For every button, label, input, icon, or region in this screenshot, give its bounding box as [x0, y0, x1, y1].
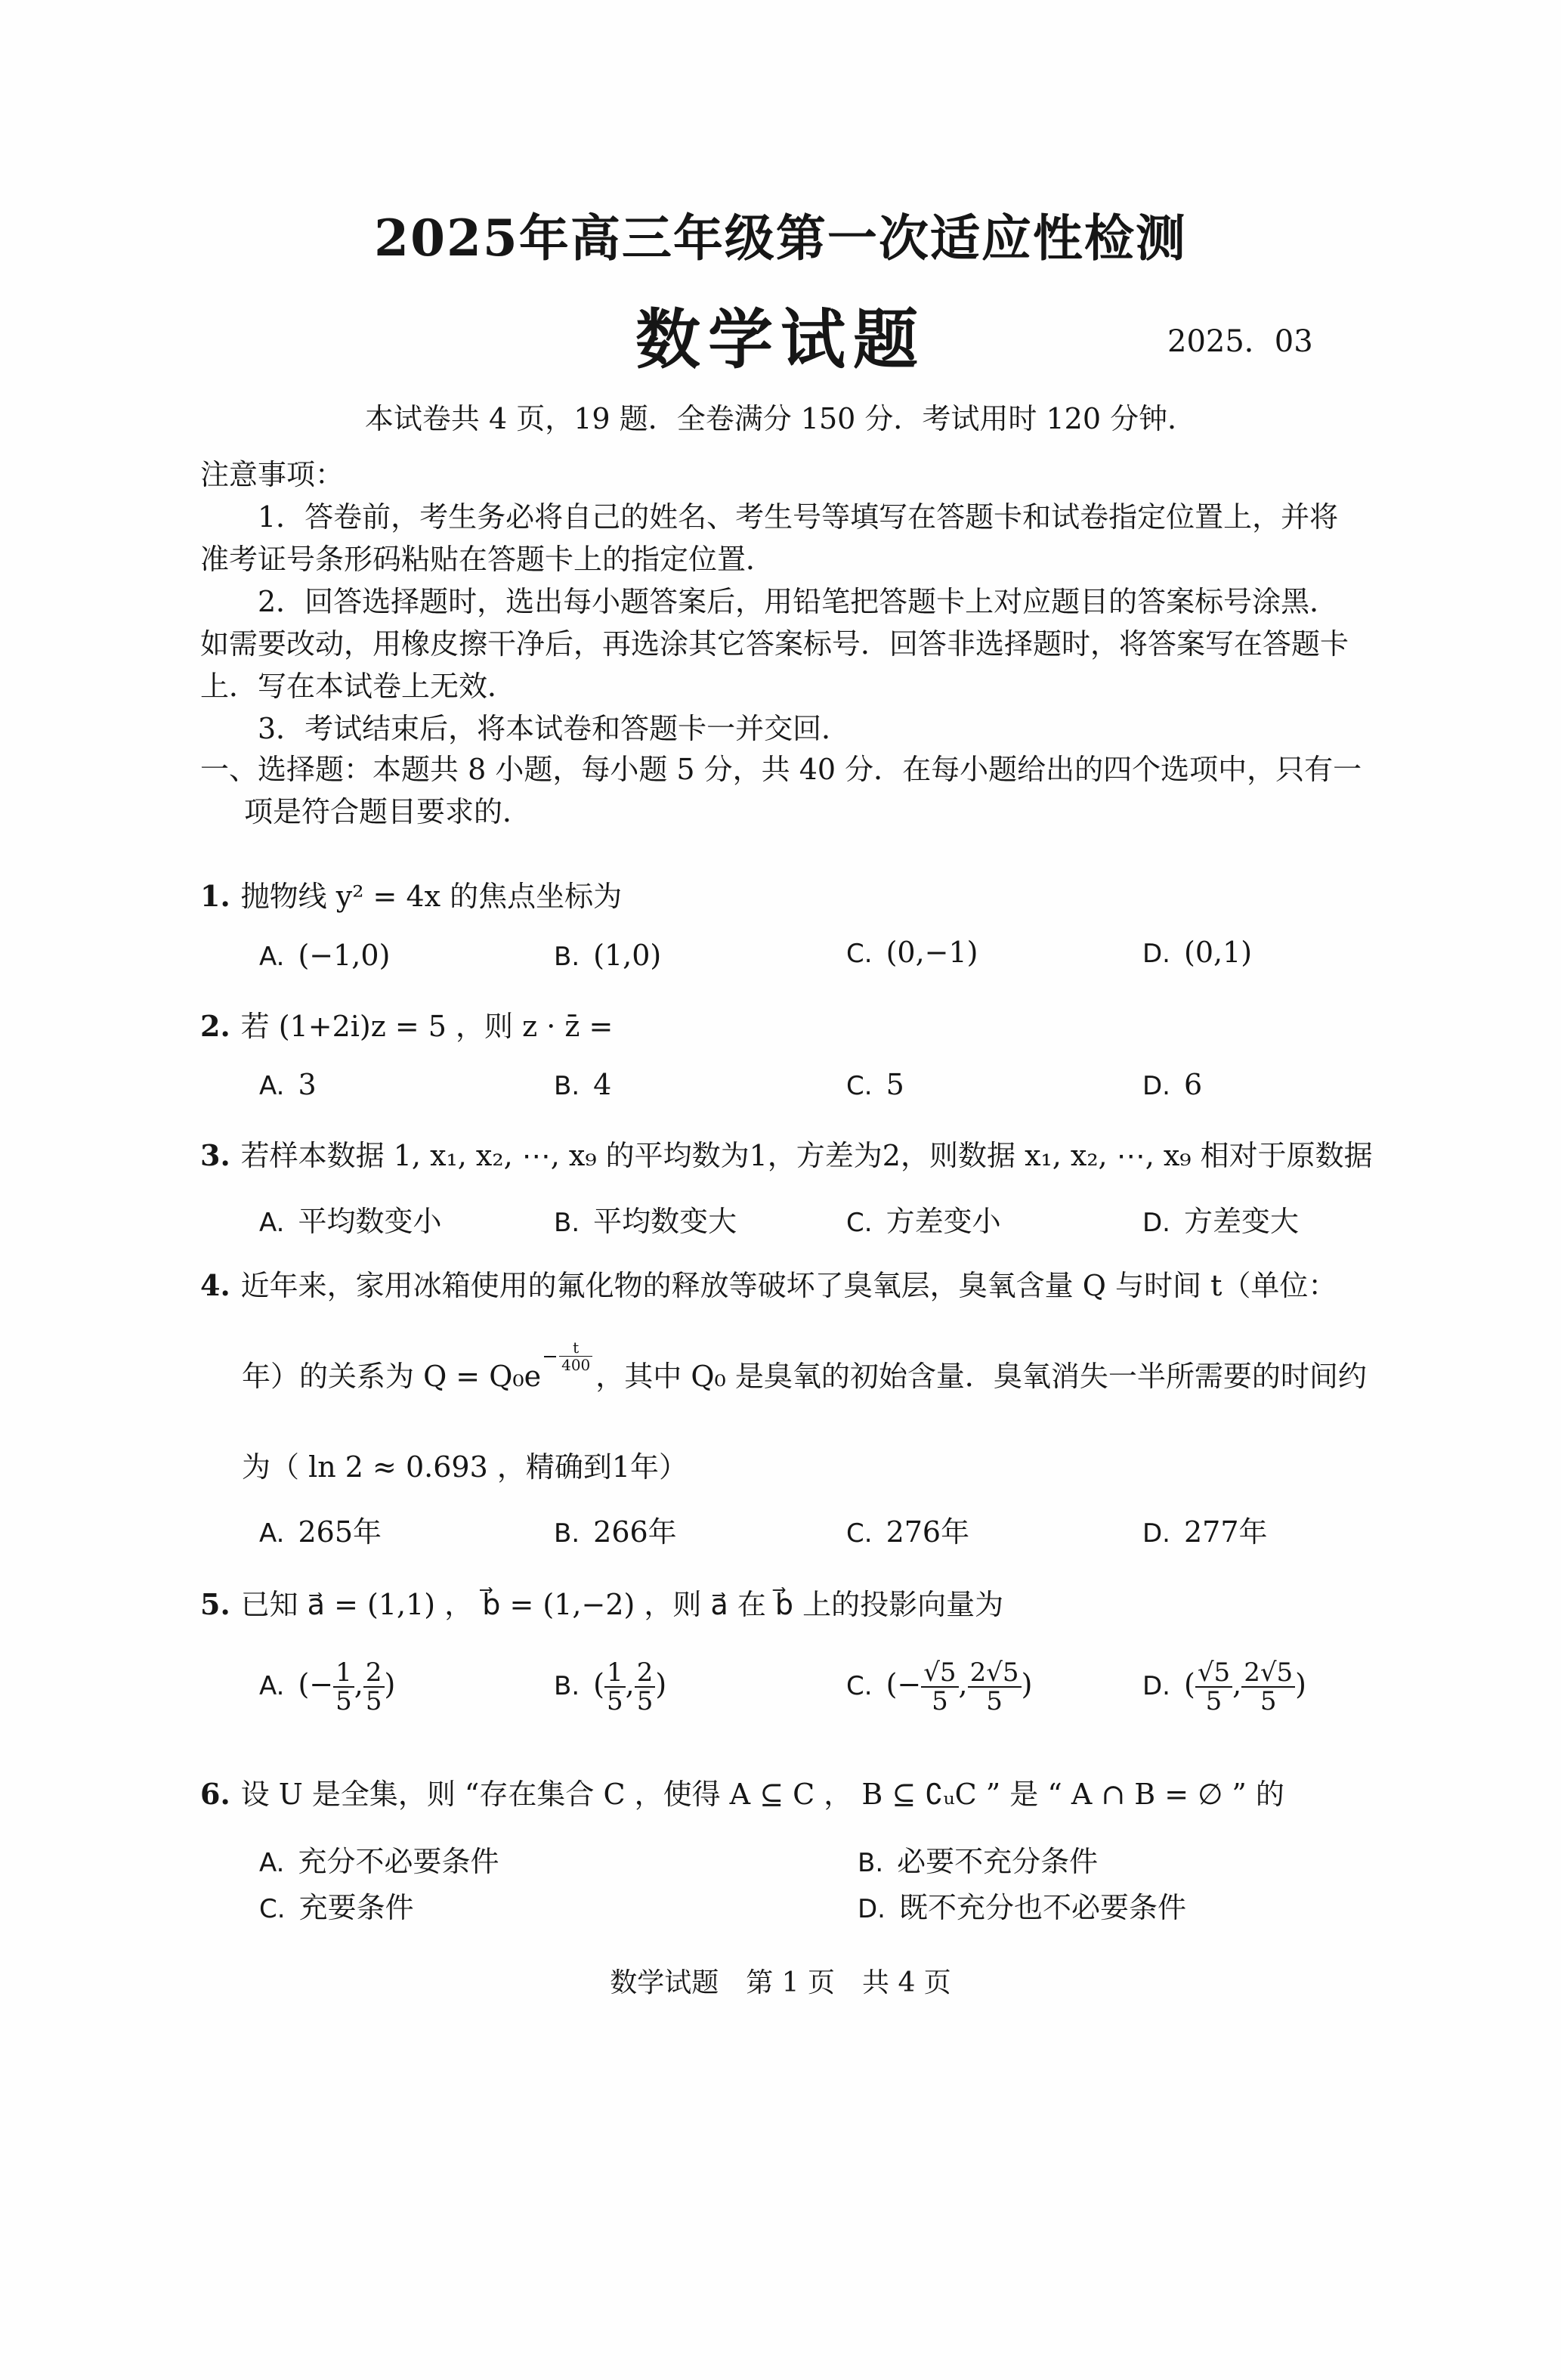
- page-footer: 数学试题 第 1 页 共 4 页: [610, 1967, 951, 1998]
- q6-option-d: D. 既不充分也不必要条件: [858, 1891, 1187, 1924]
- question-text: 抛物线 y² = 4x 的焦点坐标为: [240, 880, 623, 913]
- subject-title: 数学试题: [635, 302, 926, 378]
- q4-option-a: A. 265年: [259, 1515, 382, 1549]
- exam-date: 2025．03: [1167, 324, 1313, 359]
- q3-option-c: C. 方差变小: [846, 1205, 1001, 1238]
- q2-option-a: A. 3: [259, 1068, 317, 1101]
- q3-option-d: D. 方差变大: [1142, 1205, 1300, 1238]
- exam-info: 本试卷共 4 页，19 题．全卷满分 150 分．考试用时 120 分钟．: [364, 402, 1197, 435]
- notice-item-2: 2．回答选择题时，选出每小题答案后，用铅笔把答题卡上对应题目的答案标号涂黑．如需要改动，用橡皮擦干净后，再选涂其它答案标号．回答非选择题时，将答案写在答题卡上．写在本试卷上无效．: [200, 585, 1349, 703]
- question-4-stem-line-3: 为（ ln 2 ≈ 0.693 ，精确到1年）: [242, 1450, 688, 1484]
- q1-option-c: C. (0,−1): [846, 936, 978, 969]
- question-number: 1.: [200, 879, 230, 913]
- question-4-stem-line-1: [200, 1262, 1337, 1304]
- q3-option-a: A. 平均数变小: [259, 1205, 442, 1238]
- q2-option-c: C. 5: [846, 1068, 904, 1101]
- exam-title: 2025年高三年级第一次适应性检测: [374, 209, 1187, 268]
- question-text: 近年来，家用冰箱使用的氟化物的释放等破坏了臭氧层，臭氧含量 Q 与时间 t（单位：: [240, 1269, 1337, 1302]
- notice-item-3: 3．考试结束后，将本试卷和答题卡一并交回．: [258, 712, 851, 745]
- q2-option-d: D. 6: [1142, 1068, 1203, 1101]
- question-1-stem: [200, 873, 622, 915]
- q4-option-b: B. 266年: [554, 1515, 677, 1549]
- question-5-stem: [200, 1581, 1003, 1623]
- question-number: 4.: [200, 1268, 230, 1302]
- q2-option-b: B. 4: [554, 1068, 612, 1101]
- section-1-line-2: 项是符合题目要求的．: [244, 795, 532, 828]
- q1-option-a: A. (−1,0): [259, 939, 391, 972]
- q5-option-a: A. (− $\frac{1}{5}$ , $\frac{2}{5}$ ): [259, 1657, 396, 1716]
- q4-option-d: D. 277年: [1142, 1515, 1268, 1549]
- q3-option-b: B. 平均数变大: [554, 1205, 737, 1238]
- q4-option-c: C. 276年: [846, 1515, 970, 1549]
- question-text: 若 (1+2i)z = 5 ，则 z · z̄ =: [240, 1010, 614, 1043]
- q1-option-b: B. (1,0): [554, 939, 662, 972]
- question-number: 6.: [200, 1777, 230, 1811]
- question-number: 5.: [200, 1587, 230, 1621]
- notice-item-1: 1．答卷前，考生务必将自己的姓名、考生号等填写在答题卡和试卷指定位置上，并将准考证号条形码粘贴在答题卡上的指定位置．: [200, 500, 1339, 576]
- notice-block: [200, 453, 1364, 750]
- section-1-header: [200, 748, 1364, 833]
- question-6-stem: [200, 1771, 1284, 1812]
- q6-option-a: A. 充分不必要条件: [259, 1845, 499, 1878]
- question-number: 3.: [200, 1138, 230, 1172]
- question-3-stem: [200, 1132, 1373, 1174]
- q5-option-b: B. ( $\frac{1}{5}$ , $\frac{2}{5}$ ): [554, 1657, 667, 1716]
- q1-option-d: D. (0,1): [1142, 936, 1253, 969]
- q6-option-b: B. 必要不充分条件: [858, 1845, 1099, 1878]
- q6-option-c: C. 充要条件: [259, 1891, 414, 1924]
- notice-heading: 注意事项：: [200, 458, 345, 491]
- question-4-stem-line-2: 年）的关系为 Q = Q₀e $\frac{t}{400}$ ，其中 Q₀ 是臭氧的初始含量．臭氧消失一半所需要的时间约: [242, 1339, 1367, 1393]
- q5-option-c: C. (− $\frac{√5}{5}$ , $\frac{2√5}{5}$ ): [846, 1657, 1033, 1716]
- question-text: 设 U 是全集，则 “存在集合 C ，使得 A ⊆ C ， B ⊆ ∁ᵤC ” 是 “ A ∩ B = ∅ ” 的: [240, 1778, 1284, 1811]
- q5-option-d: D. ( $\frac{√5}{5}$ , $\frac{2√5}{5}$ ): [1142, 1657, 1306, 1716]
- question-text: 若样本数据 1, x₁, x₂, ⋯, x₉ 的平均数为1，方差为2，则数据 x₁, x₂, ⋯, x₉ 相对于原数据: [240, 1139, 1373, 1172]
- question-text: 已知 a⃗ = (1,1) ， b⃗ = (1,−2) ，则 a⃗ 在 b⃗ 上的投影向量为: [240, 1588, 1004, 1621]
- section-1-line-1: 一、选择题：本题共 8 小题，每小题 5 分，共 40 分．在每小题给出的四个选项中，只有一: [200, 753, 1362, 786]
- question-2-stem: [200, 1003, 613, 1045]
- question-number: 2.: [200, 1009, 230, 1043]
